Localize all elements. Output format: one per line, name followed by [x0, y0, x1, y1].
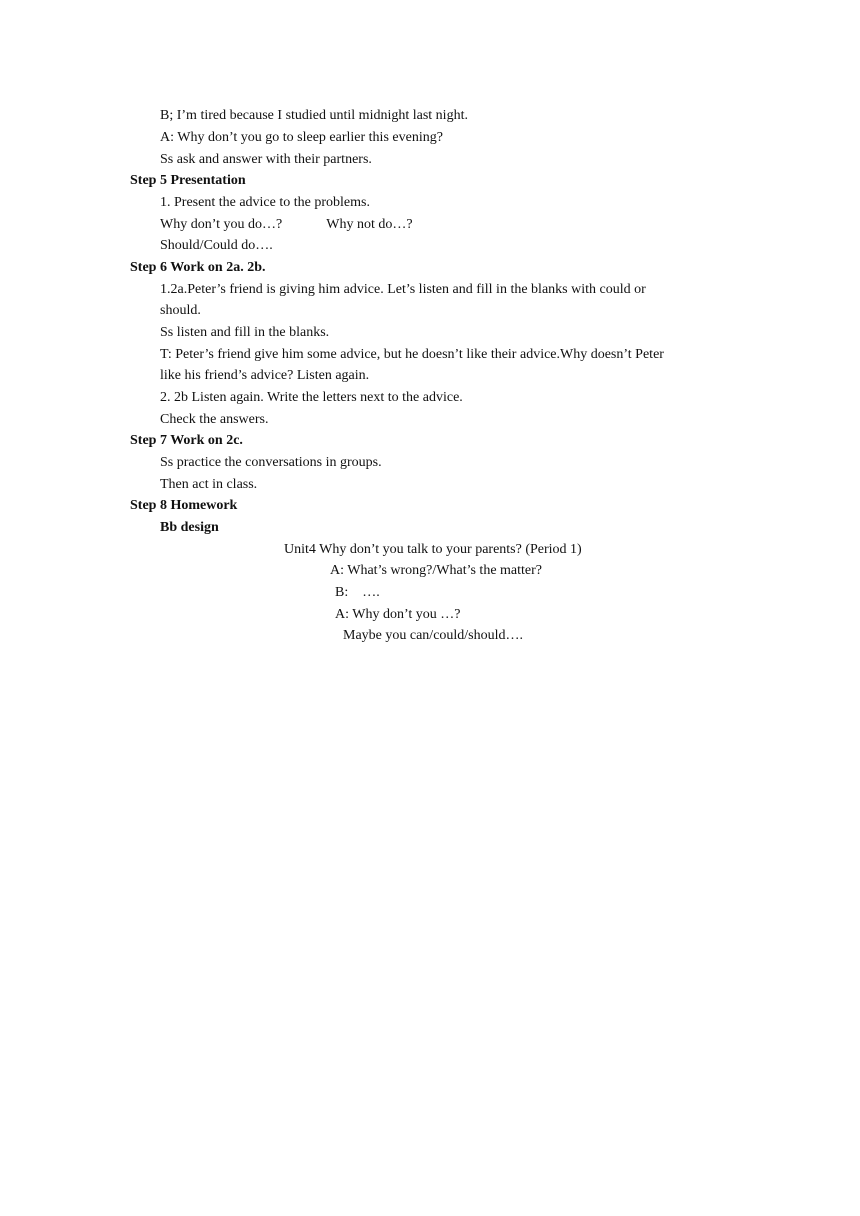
step6-item1-line2: should. — [160, 303, 201, 318]
board-line-maybe: Maybe you can/could/should…. — [343, 628, 524, 643]
pattern-why-dont: Why don’t you do…? — [160, 217, 283, 232]
pattern-should-could: Should/Could do…. — [160, 238, 273, 253]
step8-heading: Step 8 Homework — [130, 498, 238, 513]
dialogue-line-b: B; I’m tired because I studied until midnight last night. — [160, 108, 468, 123]
bb-design-heading: Bb design — [160, 520, 219, 535]
step7-line2: Then act in class. — [160, 477, 258, 492]
instruction-line: Ss ask and answer with their partners. — [160, 152, 372, 167]
board-line-a1: A: What’s wrong?/What’s the matter? — [330, 563, 543, 578]
step6-ss-listen: Ss listen and fill in the blanks. — [160, 325, 330, 340]
step7-heading: Step 7 Work on 2c. — [130, 433, 243, 448]
step5-item1: 1. Present the advice to the problems. — [160, 195, 370, 210]
step7-line1: Ss practice the conversations in groups. — [160, 455, 382, 470]
step5-heading: Step 5 Presentation — [130, 173, 246, 188]
board-line-b: B: …. — [335, 585, 380, 600]
step6-item1-line1: 1.2a.Peter’s friend is giving him advice. Let’s listen and fill in the blanks with could or — [160, 282, 646, 297]
board-title: Unit4 Why don’t you talk to your parents? (Period 1) — [284, 542, 582, 557]
pattern-why-not: Why not do…? — [326, 217, 413, 232]
step6-teacher-line2: like his friend’s advice? Listen again. — [160, 368, 370, 383]
dialogue-line-a: A: Why don’t you go to sleep earlier this evening? — [160, 130, 443, 145]
step6-item2: 2. 2b Listen again. Write the letters next to the advice. — [160, 390, 463, 405]
step6-teacher-line1: T: Peter’s friend give him some advice, but he doesn’t like their advice.Why doesn’t Peter — [160, 347, 664, 362]
step5-patterns — [160, 216, 413, 234]
board-line-a2: A: Why don’t you …? — [335, 607, 461, 622]
step6-heading: Step 6 Work on 2a. 2b. — [130, 260, 266, 275]
step6-check: Check the answers. — [160, 412, 269, 427]
